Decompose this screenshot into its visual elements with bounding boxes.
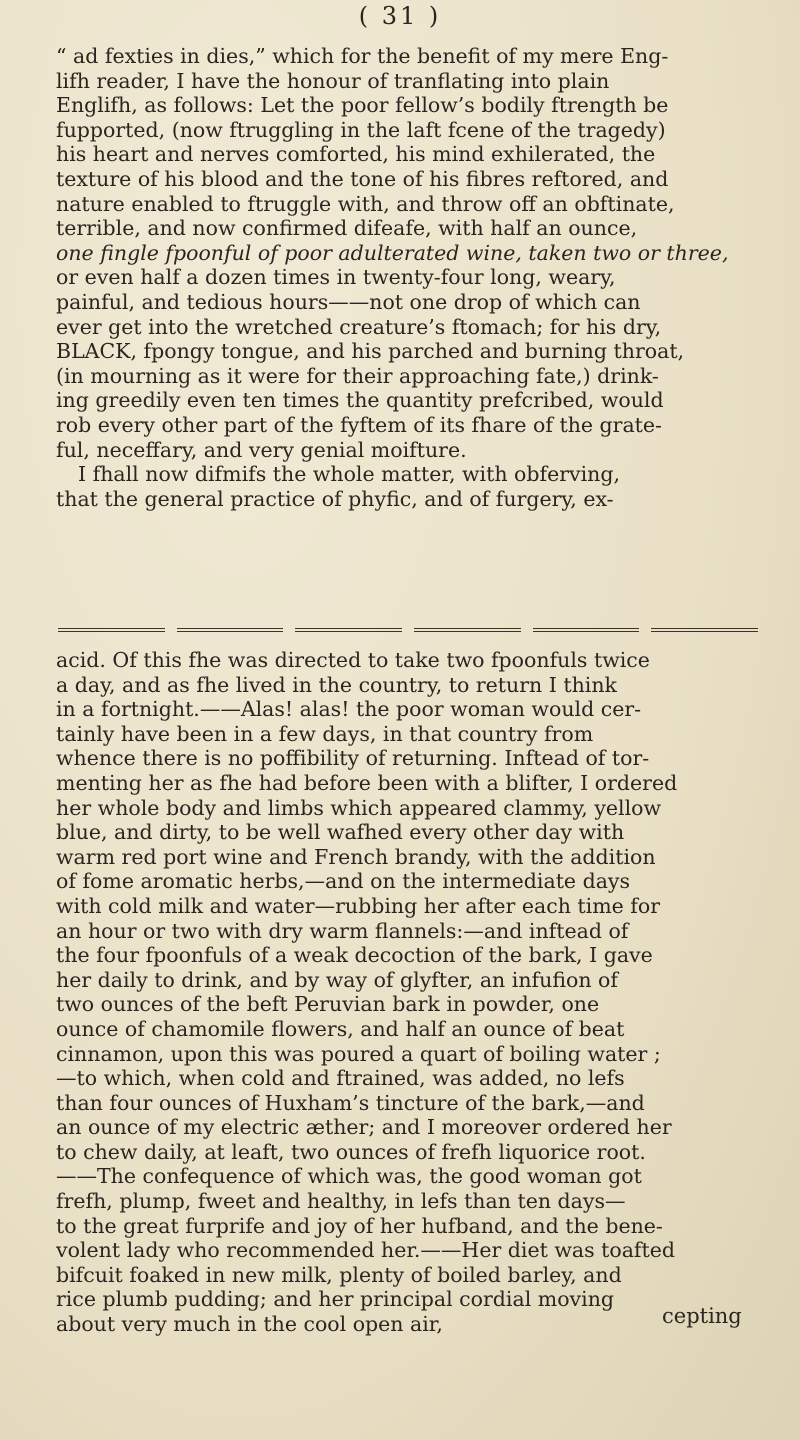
text-line: tainly have been in a few days, in that country from <box>56 721 594 746</box>
lower-text-block <box>56 648 768 1337</box>
text-line: of fome aromatic herbs,—and on the intermediate days <box>56 869 631 894</box>
catchword: cepting <box>662 1304 742 1328</box>
text-line: BLACK, fpongy tongue, and his parched and burning throat, <box>56 339 685 364</box>
text-line: her daily to drink, and by way of glyfter, an infufion of <box>56 967 618 992</box>
text-line: with cold milk and water—rubbing her after each time for <box>56 893 661 918</box>
text-line: ounce of chamomile flowers, and half an ounce of beat <box>56 1016 625 1041</box>
text-line: bifcuit foaked in new milk, plenty of boiled barley, and <box>56 1262 622 1287</box>
text-line: than four ounces of Huxham’s tincture of the bark,—and <box>56 1090 645 1115</box>
text-line: “ ad fexties in dies,” which for the benefit of my mere Eng- <box>56 44 669 68</box>
text-line: the four fpoonfuls of a weak decoction of the bark, I gave <box>56 943 653 968</box>
text-line: painful, and tedious hours——not one drop of which can <box>56 289 641 314</box>
text-line: or even half a dozen times in twenty-four long, weary, <box>56 265 616 290</box>
text-line: his heart and nerves comforted, his mind exhilerated, the <box>56 142 656 167</box>
text-line: about very much in the cool open air, <box>56 1312 443 1337</box>
text-line: an ounce of my electric æther; and I moreover ordered her <box>56 1115 672 1140</box>
text-line: ful, neceffary, and very genial moifture. <box>56 437 467 462</box>
text-line: acid. Of this fhe was directed to take two fpoonfuls twice <box>56 648 650 672</box>
text-line: ever get into the wretched creature’s ftomach; for his dry, <box>56 314 662 339</box>
text-line: rob every other part of the fyftem of its fhare of the grate- <box>56 412 662 437</box>
text-line: fupported, (now ftruggling in the laft fcene of the tragedy) <box>56 117 666 142</box>
text-line-indent: I fhall now difmifs the whole matter, with obferving, <box>78 462 621 487</box>
text-line: that the general practice of phyfic, and of furgery, ex- <box>56 486 614 511</box>
text-line: menting her as fhe had before been with a blifter, I ordered <box>56 770 678 795</box>
text-line: whence there is no poffibility of returning. Inftead of tor- <box>56 746 650 771</box>
text-line: to chew daily, at leaft, two ounces of frefh liquorice root. <box>56 1139 646 1164</box>
text-line: terrible, and now confirmed difeafe, with half an ounce, <box>56 216 638 241</box>
text-line: Englifh, as follows: Let the poor fellow’s bodily ftrength be <box>56 93 669 118</box>
text-line: her whole body and limbs which appeared clammy, yellow <box>56 795 662 820</box>
text-line: —to which, when cold and ftrained, was added, no lefs <box>56 1066 625 1091</box>
page-number: ( 31 ) <box>358 2 442 30</box>
text-line: an hour or two with dry warm flannels:—and inftead of <box>56 918 629 943</box>
text-line: texture of his blood and the tone of his fibres reftored, and <box>56 166 669 191</box>
text-line: warm red port wine and French brandy, with the addition <box>56 844 656 869</box>
text-line: to the great furprife and joy of her hufband, and the bene- <box>56 1213 663 1238</box>
text-line: ing greedily even ten times the quantity prefcribed, would <box>56 388 664 413</box>
section-break-rule <box>58 628 758 634</box>
text-line: rice plumb pudding; and her principal cordial moving <box>56 1287 615 1312</box>
text-line: frefh, plump, fweet and healthy, in lefs than ten days— <box>56 1189 626 1214</box>
text-line: in a fortnight.——Alas! alas! the poor woman would cer- <box>56 697 642 722</box>
text-line: (in mourning as it were for their approaching fate,) drink- <box>56 363 659 388</box>
text-line: volent lady who recommended her.——Her diet was toafted <box>56 1238 676 1263</box>
text-line: two ounces of the beft Peruvian bark in powder, one <box>56 992 600 1017</box>
text-line: ——The confequence of which was, the good woman got <box>56 1164 642 1189</box>
text-line: nature enabled to ftruggle with, and throw off an obftinate, <box>56 191 675 216</box>
upper-text-block <box>56 44 768 511</box>
text-line: lifh reader, I have the honour of tranflating into plain <box>56 68 610 93</box>
text-line: a day, and as fhe lived in the country, to return I think <box>56 672 617 697</box>
text-line: blue, and dirty, to be well wafhed every other day with <box>56 820 625 845</box>
text-line: cinnamon, upon this was poured a quart of boiling water ; <box>56 1041 661 1066</box>
text-line-italic: one fingle fpoonful of poor adulterated wine, taken two or three, <box>56 240 729 265</box>
